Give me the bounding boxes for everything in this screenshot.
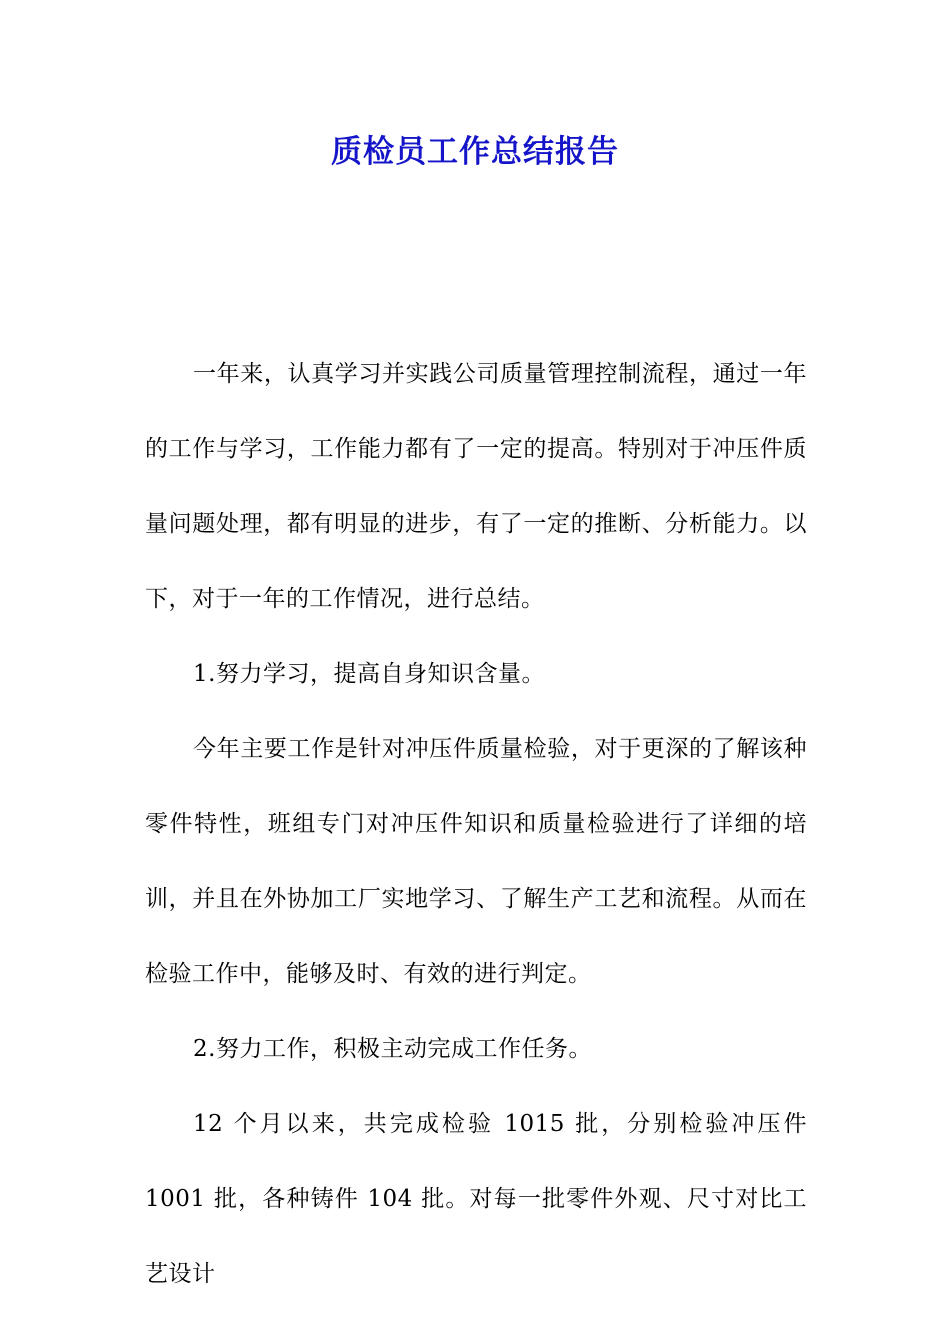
paragraph-section-1: 今年主要工作是针对冲压件质量检验，对于更深的了解该种零件特性，班组专门对冲压件知识和质量检验进行了详细的培训，并且在外协加工厂实地学习、了解生产工艺和流程。从而在检验工作中，能够及时、有效的进行判定。 (145, 736, 807, 987)
paragraph-section-2: 12 个月以来，共完成检验 1015 批，分别检验冲压件 1001 批，各种铸件 104 批。对每一批零件外观、尺寸对比工艺设计 (145, 1111, 807, 1287)
section-heading-1: 1.努力学习，提高自身知识含量。 (193, 661, 545, 687)
document-body (145, 337, 807, 1312)
section-heading-2: 2.努力工作，积极主动完成工作任务。 (193, 1036, 592, 1062)
paragraph-intro: 一年来，认真学习并实践公司质量管理控制流程，通过一年的工作与学习，工作能力都有了一定的提高。特别对于冲压件质量问题处理，都有明显的进步，有了一定的推断、分析能力。以下，对于一年的工作情况，进行总结。 (145, 361, 807, 612)
document-title: 质检员工作总结报告 (331, 134, 619, 170)
